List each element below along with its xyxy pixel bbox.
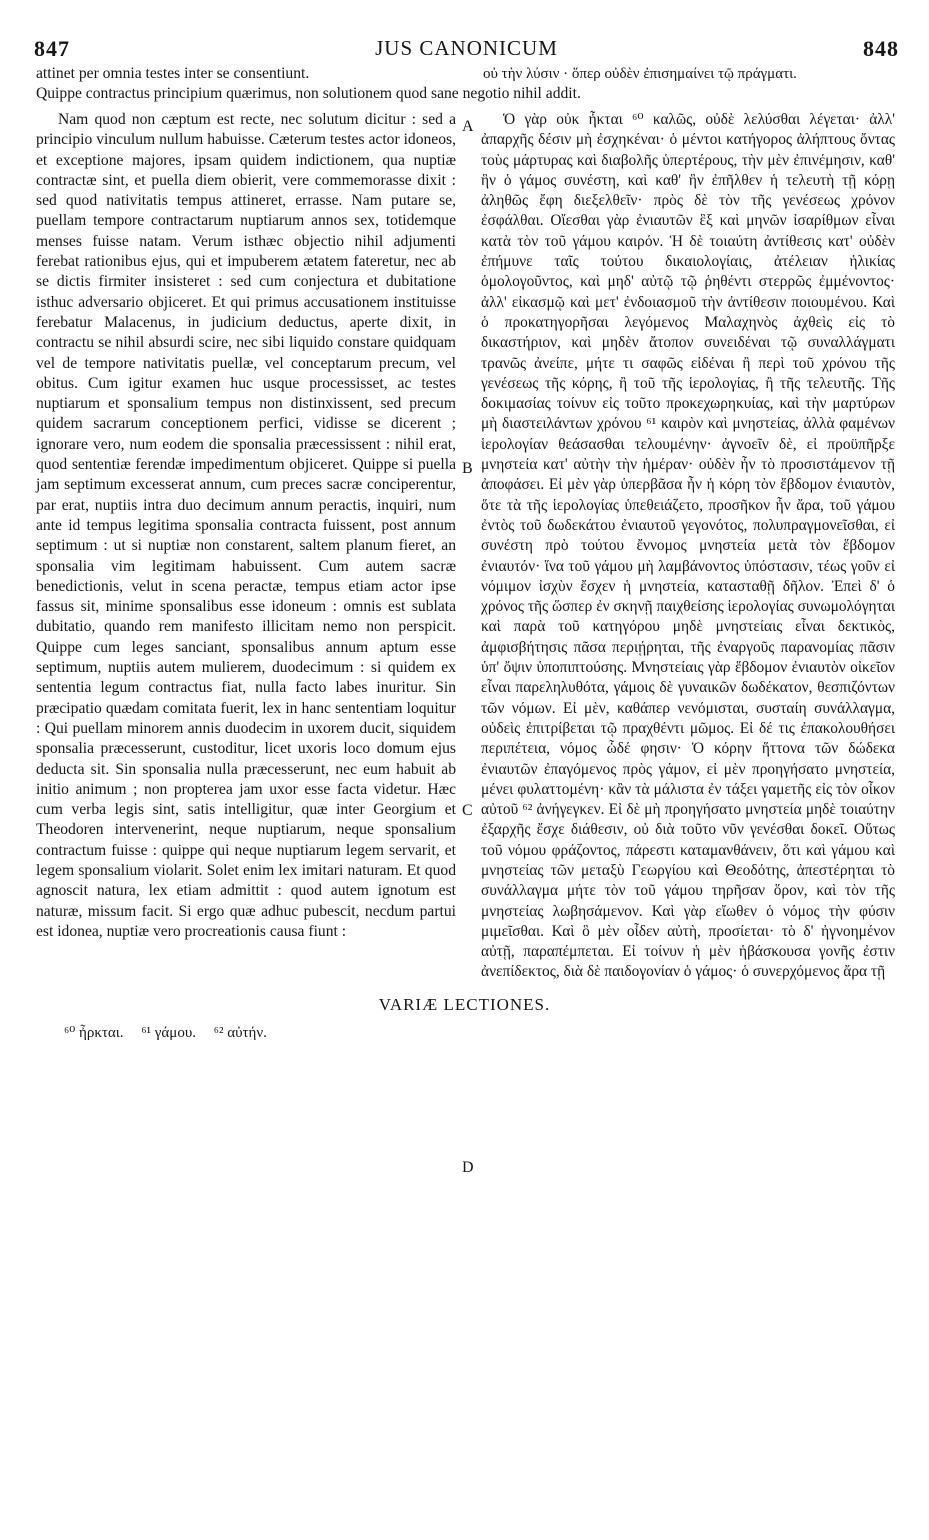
margin-letter-d: D [462,1159,474,1176]
variae-lectiones-heading: VARIÆ LECTIONES. [378,995,551,1014]
intro-greek-line-1: οὐ τὴν λύσιν · ὅπερ οὐδὲν ἐπισημαίνει τῷ πράγματι. [483,66,797,82]
latin-column [36,110,456,942]
page-number-right: 848 [863,36,899,61]
variant-note: ⁶² αὐτήν. [213,1025,267,1041]
variant-note: ⁶¹ γάμου. [141,1025,196,1041]
greek-paragraph: Ὁ γὰρ οὐκ ἦκται ⁶⁰ καλῶς, οὐδὲ λελύσθαι λέγεται· ἀλλ' ἀπαρχῆς δέσιν μὴ ἐσχηκέναι· ὁ μέντοι κατήγορος ἀλήπτους ὄντας τοὺς μάρτυρας καὶ διαβολῆς ὑπερτέρους, τὴν μὲν ἐπινέμησιν, καθ' ἣν ὁ γάμος συνέστη, καὶ καθ' ἣν ἐπῆλθεν ἡ τελευτὴ τῇ κόρῃ ἀληθῶς ἔφη διεξελθεῖν· πρὸς δὲ τὸν τῆς γενέσεως χρόνον ἐσφάλθαι. Οἴεσθαι γὰρ ἐνιαυτῶν ἓξ καὶ μηνῶν ἰσαρίθμων εἶναι κατὰ τὸν τοῦ γάμου καιρόν. Ἡ δὲ τοιαύτη ἀντίθεσις κατ' οὐδὲν ἐπήμυνε ταῖς τούτου δικαιολογίαις, ἀτέλειαν ἡλικίας ὁμολογοῦντος, καὶ μηδ' αὐτῷ τῷ ῥηθέντι στερρῶς ἐμμένοντος· ἀλλ' εἰκασμῷ καὶ μετ' ἐνδοιασμοῦ τὴν ἀντίθεσιν ποιουμένου. Καὶ ὁ προκατηγορῆσαι λεγόμενος Μαλαχηνὸς ἀχθεὶς εἰς τὸ δικαστήριον, καὶ μηδὲν ἄτοπον συνειδέναι τῷ συναλλάγματι τρανῶς ἀνείπε, μήτε τι σαφῶς εἰδέναι ἢ περὶ τοῦ χρόνου τῆς γενέσεως τῆς κόρης, ἢ τοῦ τῆς ἱερολογίας, ἢ τῆς τελευτῆς. Τῆς δοκιμασίας τοίνυν εἰς τοῦτο προκεχωρηκυίας, καὶ τὴν μαρτύρων μὴ διαστειλάντων χρόνου ⁶¹ καιρὸν καὶ μνηστείας, ἀλλὰ φαμένων ἱερολογίαν θεάσασθαι τελουμένην· ἀγνοεῖν δὲ, εἰ προϋπῆρξε μνηστεία κατ' αὐτὴν τὴν ἡμέραν· οὐδὲν ἦν τὸ προσιστάμενον τῇ ἀποφάσει. Εἰ μὲν γὰρ ὑπερβᾶσα ἦν ἡ κόρη τὸν ἕβδομον ἐνιαυτὸν, ὅτε τὰ τῆς ἱερολογίας ὑπεθειάζετο, προσῆκον ἦν ἄρα, τοῦ γάμου ἐντὸς τοῦ δωδεκάτου ἐνιαυτοῦ γεγονότος, πολυπραγμονεῖσθαι, εἰ συνέστη πρὸ τούτου ἔννομος μνηστεία μετὰ τὸν ἕβδομον ἐνιαυτόν· ἵνα τοῦ γάμου μὴ λαμβάνοντος ὑπόστασιν, τέως γοῦν εἰ νόμιμον ἰσχὺν ἔσχεν ἡ μνηστεία, κατασταθῇ δῆλον. Ἐπεὶ δ' ὁ χρόνος τῆς ὥσπερ ἐν σκηνῇ παιχθείσης ἱερολογίας συνωμολόγηται καὶ παρὰ τοῦ κατηγόρου μηδὲ μνηστείαις εἶναι δεκτικὸς, ἀμφισβήτησις πᾶσα περιῄρηται, τῆς ἐναργοῦς παρανομίας πᾶσιν ὑπ' ὄψιν ὑποπιπτούσης. Μνηστείαις γὰρ ἕβδομον ἐνιαυτὸν οἰκεῖον εἶναι παρεληλυθότα, γάμοις δὲ γυναικῶν δωδέκατον, θεσπιζόντων τῶν νόμων. Εἰ μὲν, καθάπερ νενόμισται, συσταίη συνάλλαγμα, οὐδεὶς ἐπιτρίβεται τῷ πραχθέντι μῶμος. Εἰ δέ τις ἐπακολουθήσει περιπέτεια, νόμος ὧδέ φησιν· Ὁ κόρην ἥττονα τῶν δώδεκα ἐνιαυτῶν ἐπαγόμενος πρὸς γάμον, εἰ μὲν προηγήσατο μνηστεία, μένει φυλαττομένη· κἂν τὰ μάλιστα ἐν τάξει γαμετῆς εἰς τὸν οἶκον αὐτοῦ ⁶² ἀνήγεγκεν. Εἰ δὲ μὴ προηγήσατο μνηστεία μηδὲ τοιαύτην ἐξαρχῆς ἔσχε διάθεσιν, οὐ διὰ τοῦτο νῦν γενέσθαι δοκεῖ. Οὕτως τοῦ νόμου φράζοντος, πάρεστι καταμανθάνειν, ὅτι καὶ γάμου καὶ μνηστείας τῶν μεταξὺ Γεωργίου καὶ Θεοδότης, ἀπεστέρηται τὸ συνάλλαγμα μήτε τὸν τοῦ γάμου τηρῆσαν ὅρον, καὶ τὸν τῆς μνηστείας λωβησάμενον. Καὶ γὰρ εἴωθεν ὁ νόμος τὴν φύσιν μιμεῖσθαι. Καὶ ὃ μὲν οἶδεν αὐτὴ, προσίεται· τὸ δ' ἠγνοημένον αὐτῇ, παραπέμπεται. Εἰ τοίνυν ἡ μὲν ἡβάσκουσα γονῆς ἐστιν ἀνεπίδεκτος, διὰ δὲ παιδογονίαν ὁ γάμος· ὁ συνερχόμενος ἄρα τῇ [481,111,895,981]
page-number-left: 847 [34,36,70,61]
page-header [34,36,899,64]
variant-note: ⁶⁰ ἦρκται. [64,1025,124,1041]
margin-letter-b: B [462,460,473,477]
intro-latin-line-2: Quippe contractus principium quærimus, non solutionem quod sane negotio nihil addit. [36,85,581,102]
margin-letter-a: A [462,118,474,135]
running-title: JUS CANONICUM [375,36,558,60]
greek-column [481,110,895,983]
margin-letter-c: C [462,802,473,819]
variant-notes [64,1023,281,1042]
intro-lines [36,64,916,104]
intro-latin-line-1: attinet per omnia testes inter se consentiunt. [36,65,310,82]
latin-paragraph: Nam quod non cæptum est recte, nec solutum dicitur : sed a principio vinculum nullum habuisse. Cæterum testes actor idoneos, et exceptione majores, ipsam quidem indictionem, qua nuptiæ contractæ sint, et puella diem obierit, vere commemorasse dixit : sed quod nativitatis tempus attineret, errasse. Nam putare se, puellam tempore contractarum nuptiarum annos sex, totidemque menses fuisse natam. Verum isthæc objectio nihil adjumenti ferebat rationibus ejus, qui et impuberem ætatem fateretur, nec ab se dictis firmiter insisteret : sed cum conjectura et dubitatione isthuc adversario objiceret. Et qui primus accusationem instituisse ferebatur Malacenus, in judicium deductus, aperte dixit, in contractu se nihil absurdi scire, nec sibi liquido constare quidquam vel de tempore nativitatis puellæ, vel conceptarum precum, vel obitus. Cum igitur examen huc usque processisset, ac testes nuptiarum et sponsalium tempus non distinxissent, sed precum quidem sacrarum conceptionem perfici, vidisse se dicerent ; ignorare vero, num eodem die sponsalia præcessissent : nihil erat, quod sententiæ ferendæ impedimentum objiceret. Quippe si puella jam septimum excesserat annum, cum preces sacræ conciperentur, par erat, nuptiis intra duo decimum annum peractis, inquiri, num ante id tempus legitima sponsalia contracta fuissent, post annum septimum : ut si nuptiæ non constarent, saltem planum fieret, an sponsalia vim legitimam habuissent. Cum autem sacræ benedictionis, velut in scena peractæ, tempus etiam actor ipse fassus sit, minime sponsalibus esse idoneum : omnis est sublata dubitatio, quando rem manifesto illicitam nemo non perspicit. Quippe cum leges sanciant, sponsalibus annum aptum esse septimum, nuptiis autem mulierem, duodecimum : si quidem ex sententia legum contractus fiat, nulla facto labes inuritur. Sin præcipatio quædam comitata fuerit, lex in hanc sententiam loquitur : Qui puellam minorem annis duodecim in uxorem ducit, siquidem sponsalia præcesserunt, custoditur, licet uxoris loco domum ejus deducta sit. Sin sponsalia nulla præcesserunt, nec eum habuit ab initio animum ; non propterea jam uxor esse facta videtur. Hæc cum verba legis sint, satis intelligitur, quæ inter Georgium et Theodoren intervenerint, neque nuptiarum, neque sponsalium contractum fuisse : quippe qui neque nuptiarum legem servarit, et legem sponsalium violarit. Solet enim lex imitari naturam. Et quod agnoscit natura, lex etiam admittit : quod autem ignotum est naturæ, missum facit. Si ergo quæ adhuc pubescit, necdum partui est idonea, nuptiæ vero procreationis causa fiunt : [36,111,456,940]
